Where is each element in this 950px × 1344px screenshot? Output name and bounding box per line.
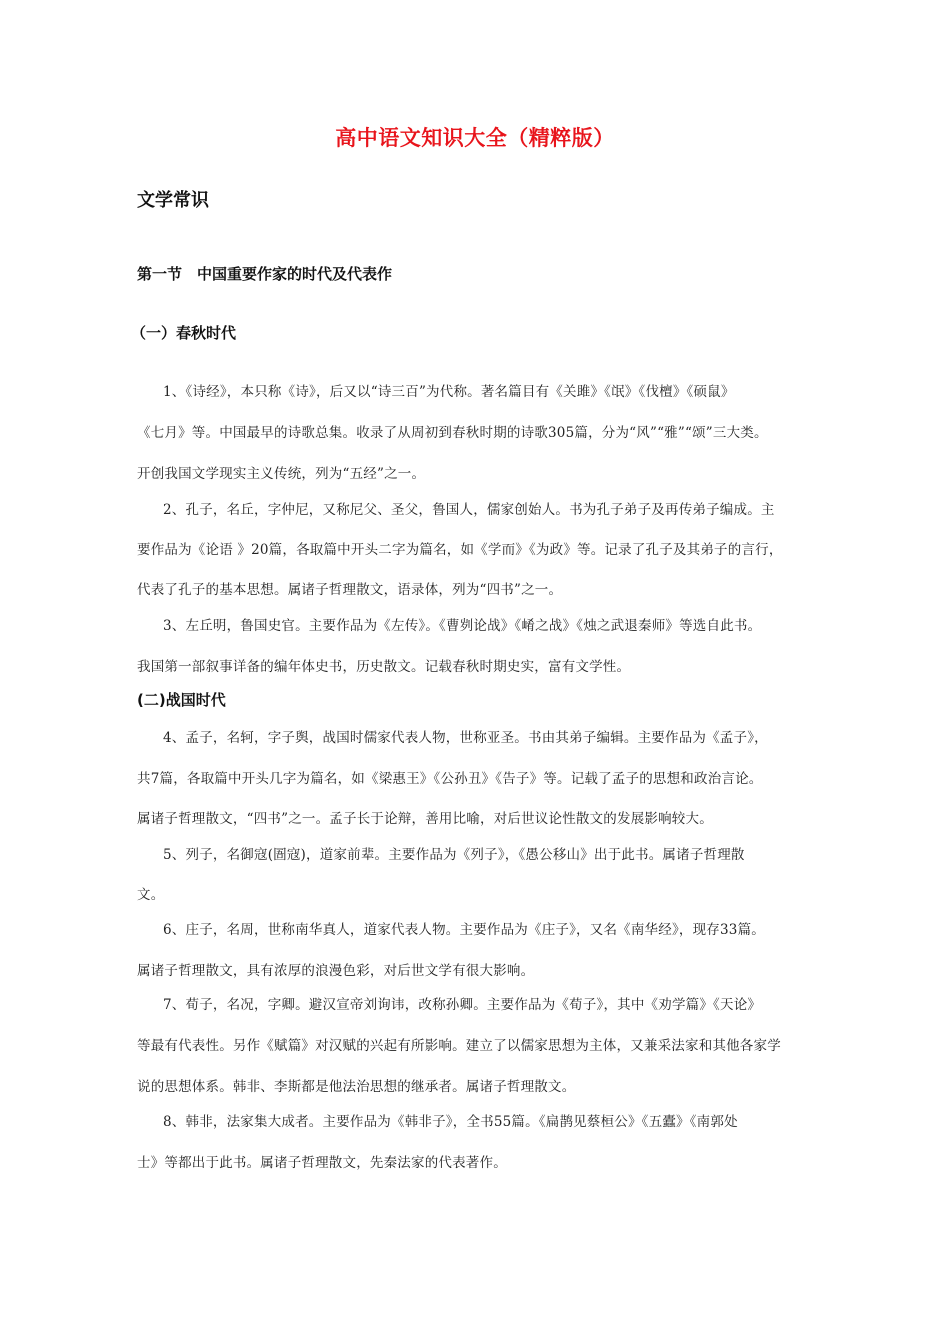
paragraph-line: 属诸子哲理散文，“四书”之一。孟子长于论辩，善用比喻，对后世议论性散文的发展影响较大。 bbox=[137, 811, 713, 827]
paragraph-line: 说的思想体系。韩非、李斯都是他法治思想的继承者。属诸子哲理散文。 bbox=[137, 1079, 576, 1095]
paragraph-line: 士》等都出于此书。属诸子哲理散文，先秦法家的代表著作。 bbox=[137, 1155, 507, 1171]
paragraph-line: 文。 bbox=[137, 887, 165, 903]
paragraph-line: 4、孟子，名轲，字子舆，战国时儒家代表人物，世称亚圣。书由其弟子编辑。主要作品为《孟子》， bbox=[163, 730, 768, 746]
paragraph-line: 要作品为《论语 》20篇，各取篇中开头二字为篇名，如《学而》《为政》等。记录了孔子及其弟子的言行， bbox=[137, 542, 783, 558]
era-heading-warring-states: (二)战国时代 bbox=[137, 691, 226, 709]
paragraph-line: 我国第一部叙事详备的编年体史书，历史散文。记载春秋时期史实，富有文学性。 bbox=[137, 659, 631, 675]
paragraph-line: 代表了孔子的基本思想。属诸子哲理散文，语录体，列为“四书”之一。 bbox=[137, 582, 563, 598]
chapter-heading: 第一节 中国重要作家的时代及代表作 bbox=[137, 265, 393, 283]
document-title: 高中语文知识大全（精粹版） bbox=[335, 126, 615, 150]
paragraph-line: 属诸子哲理散文，具有浓厚的浪漫色彩，对后世文学有很大影响。 bbox=[137, 963, 535, 979]
paragraph-line: 《七月》等。中国最早的诗歌总集。收录了从周初到春秋时期的诗歌305篇，分为“风”“雅”“颂”三大类。 bbox=[137, 425, 768, 441]
era-heading-spring-autumn: （一）春秋时代 bbox=[131, 324, 237, 342]
paragraph-line: 8、韩非，法家集大成者。主要作品为《韩非子》，全书55篇。《扁鹊见蔡桓公》《五蠹》《南郭处 bbox=[163, 1114, 738, 1130]
paragraph-line: 开创我国文学现实主义传统，列为“五经”之一。 bbox=[137, 466, 426, 482]
paragraph-line: 6、庄子，名周，世称南华真人，道家代表人物。主要作品为《庄子》，又名《南华经》，现存33篇。 bbox=[163, 922, 765, 938]
paragraph-line: 等最有代表性。另作《赋篇》对汉赋的兴起有所影响。建立了以儒家思想为主体，又兼采法家和其他各家学 bbox=[137, 1038, 781, 1054]
paragraph-line: 7、荀子，名况，字卿。避汉宣帝刘询讳，改称孙卿。主要作品为《荀子》，其中《劝学篇》《天论》 bbox=[163, 997, 762, 1013]
section-heading: 文学常识 bbox=[137, 190, 209, 211]
paragraph-line: 5、列子，名御寇(圄寇)，道家前辈。主要作品为《列子》，《愚公移山》出于此书。属诸子哲理散 bbox=[163, 847, 745, 863]
paragraph-line: 共7篇，各取篇中开头几字为篇名，如《梁惠王》《公孙丑》《告子》等。记载了孟子的思想和政治言论。 bbox=[137, 771, 763, 787]
paragraph-line: 2、孔子，名丘，字仲尼，又称尼父、圣父，鲁国人，儒家创始人。书为孔子弟子及再传弟子编成。主 bbox=[163, 502, 775, 518]
paragraph-line: 3、左丘明，鲁国史官。主要作品为《左传》。《曹刿论战》《崤之战》《烛之武退秦师》等选自此书。 bbox=[163, 618, 762, 634]
paragraph-line: 1、《诗经》，本只称《诗》，后又以“诗三百”为代称。著名篇目有《关雎》《氓》《伐檀》《硕鼠》 bbox=[163, 384, 735, 400]
